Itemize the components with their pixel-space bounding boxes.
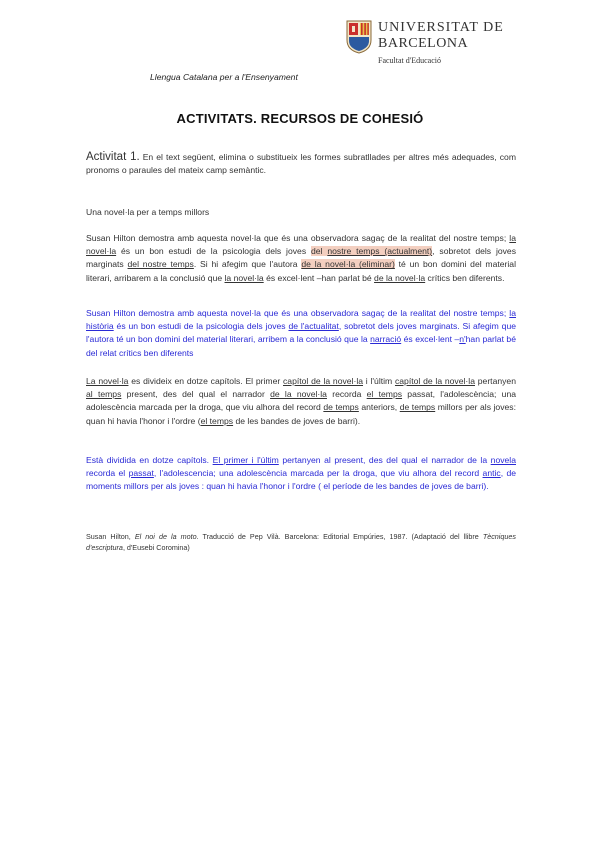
underlined-phrase: passat xyxy=(128,468,154,479)
corrected-paragraph-1 xyxy=(86,307,516,360)
activity-instruction xyxy=(86,151,516,177)
text-segment: . Si hi afegim que l'autora xyxy=(193,259,302,270)
course-name: Llengua Catalana per a l'Ensenyament xyxy=(150,72,298,82)
underlined-phrase: El primer i l'últim xyxy=(212,455,279,465)
underlined-phrase: narració xyxy=(370,334,402,345)
underlined-phrase: de la novel·la xyxy=(374,272,426,283)
text-segment: Susan Hilton demostra amb aquesta novel·la que és una observadora sagaç de la realitat del nostre temps; xyxy=(86,233,510,243)
source-book2-title: Tècniques d'escriptura xyxy=(86,532,516,552)
shield-icon xyxy=(346,20,372,54)
text-segment: , sobretot dels joves marginats xyxy=(86,246,517,270)
underlined-phrase: al temps xyxy=(86,389,122,400)
text-segment: Susan Hilton demostra amb aquesta novel·la que és una observadora sagaç de la realitat del nostre temps; xyxy=(86,308,510,318)
text-segment: millors per als joves: quan hi havia l'honor i l'ordre ( xyxy=(86,402,516,426)
underlined-phrase: antic xyxy=(482,468,501,479)
underlined-phrase: de temps xyxy=(399,402,436,413)
underlined-phrase: capítol de la novel·la xyxy=(394,376,475,386)
text-segment: es divideix en dotze capítols. El primer xyxy=(128,376,283,386)
text-segment: és excel·lent – xyxy=(401,334,460,345)
text-segment: recorda xyxy=(326,389,367,400)
text-segment: Està dividida en dotze capítols. xyxy=(86,455,213,465)
faculty-name: Facultat d'Educació xyxy=(378,56,441,65)
text-segment: , sobretot dels joves marginats. Si afegim que l'autora té un bon domini del material literari, arribem a la conclusió que la xyxy=(86,321,516,345)
university-logo xyxy=(346,16,504,66)
source-details: . Traducció de Pep Vilà. Barcelona: Editorial Empúries, 1987. (Adaptació del llibre xyxy=(196,532,483,541)
underlined-phrase: de temps xyxy=(323,402,359,413)
text-segment: pertanyen al present, des del qual el narrador de la xyxy=(278,455,491,465)
text-segment: passat, l'adolescència; una adolescència marcada per la droga, que viu alhora del record xyxy=(86,389,516,413)
underlined-phrase: la novel·la xyxy=(86,233,516,257)
text-segment: pertanyen xyxy=(474,376,516,386)
highlighted-underlined-phrase: nostre temps (actualment) xyxy=(327,246,433,257)
underlined-phrase: el temps xyxy=(200,415,234,426)
text-segment: , l'adolescencia; una adolescència marcada per la droga, que viu alhora del record xyxy=(153,468,483,479)
source-details-end: , d'Eusebi Coromina) xyxy=(122,543,190,552)
corrected-paragraph-2 xyxy=(86,454,516,494)
underlined-phrase: de la novel·la xyxy=(270,389,327,400)
source-book-title: El noi de la moto xyxy=(134,532,197,541)
activity-label: Activitat 1. xyxy=(86,151,140,163)
text-segment: anteriors, xyxy=(358,402,400,413)
page-title: ACTIVITATS. RECURSOS DE COHESIÓ xyxy=(176,111,424,126)
underlined-phrase: capítol de la novel·la xyxy=(283,376,364,386)
text-segment: , de moments millors per als joves : quan hi havia l'honor i l'ordre ( el període de les bandes de joves de barri). xyxy=(86,468,517,492)
text-segment: han parlat bé del relat crítics ben diferents xyxy=(86,334,516,358)
text-segment: és un bon estudi de la psicologia dels joves xyxy=(116,246,311,257)
text-title: Una novel·la per a temps millors xyxy=(86,207,210,217)
highlighted-phrase: del xyxy=(311,246,328,257)
text-segment: i l'últim xyxy=(363,376,395,386)
text-segment: recorda el xyxy=(86,468,129,479)
underlined-phrase: La novel·la xyxy=(86,376,129,386)
activity-text: En el text següent, elimina o substitueix les formes subratllades per altres més adequades, com pronoms o paraules del mateix camp semàntic. xyxy=(86,152,516,176)
source-author: Susan Hilton, xyxy=(86,532,135,541)
original-paragraph-1 xyxy=(86,232,516,285)
source-reference xyxy=(86,531,516,553)
underlined-phrase: novela xyxy=(490,455,516,465)
university-name-line2: BARCELONA xyxy=(378,36,469,51)
text-segment: crítics ben diferents. xyxy=(425,272,505,283)
underlined-phrase: el temps xyxy=(366,389,403,400)
original-paragraph-2 xyxy=(86,375,516,428)
text-segment: té un bon domini del material literari, arribarem a la conclusió que xyxy=(86,259,516,283)
underlined-phrase: del nostre temps xyxy=(127,259,194,270)
text-segment: és excel·lent –han parlat bé xyxy=(263,272,375,283)
university-name-line1: UNIVERSITAT DE xyxy=(378,20,504,35)
text-segment: de les bandes de joves de barri). xyxy=(233,415,361,426)
text-segment: és un bon estudi de la psicologia dels joves xyxy=(113,321,289,332)
underlined-phrase: de l'actualitat xyxy=(288,321,339,332)
underlined-phrase: n' xyxy=(459,334,466,345)
underlined-phrase: la novel·la xyxy=(224,272,264,283)
underlined-phrase: la història xyxy=(86,308,516,332)
text-segment: present, des del qual el narrador xyxy=(121,389,271,400)
highlighted-underlined-phrase: de la novel·la (eliminar) xyxy=(301,259,395,270)
